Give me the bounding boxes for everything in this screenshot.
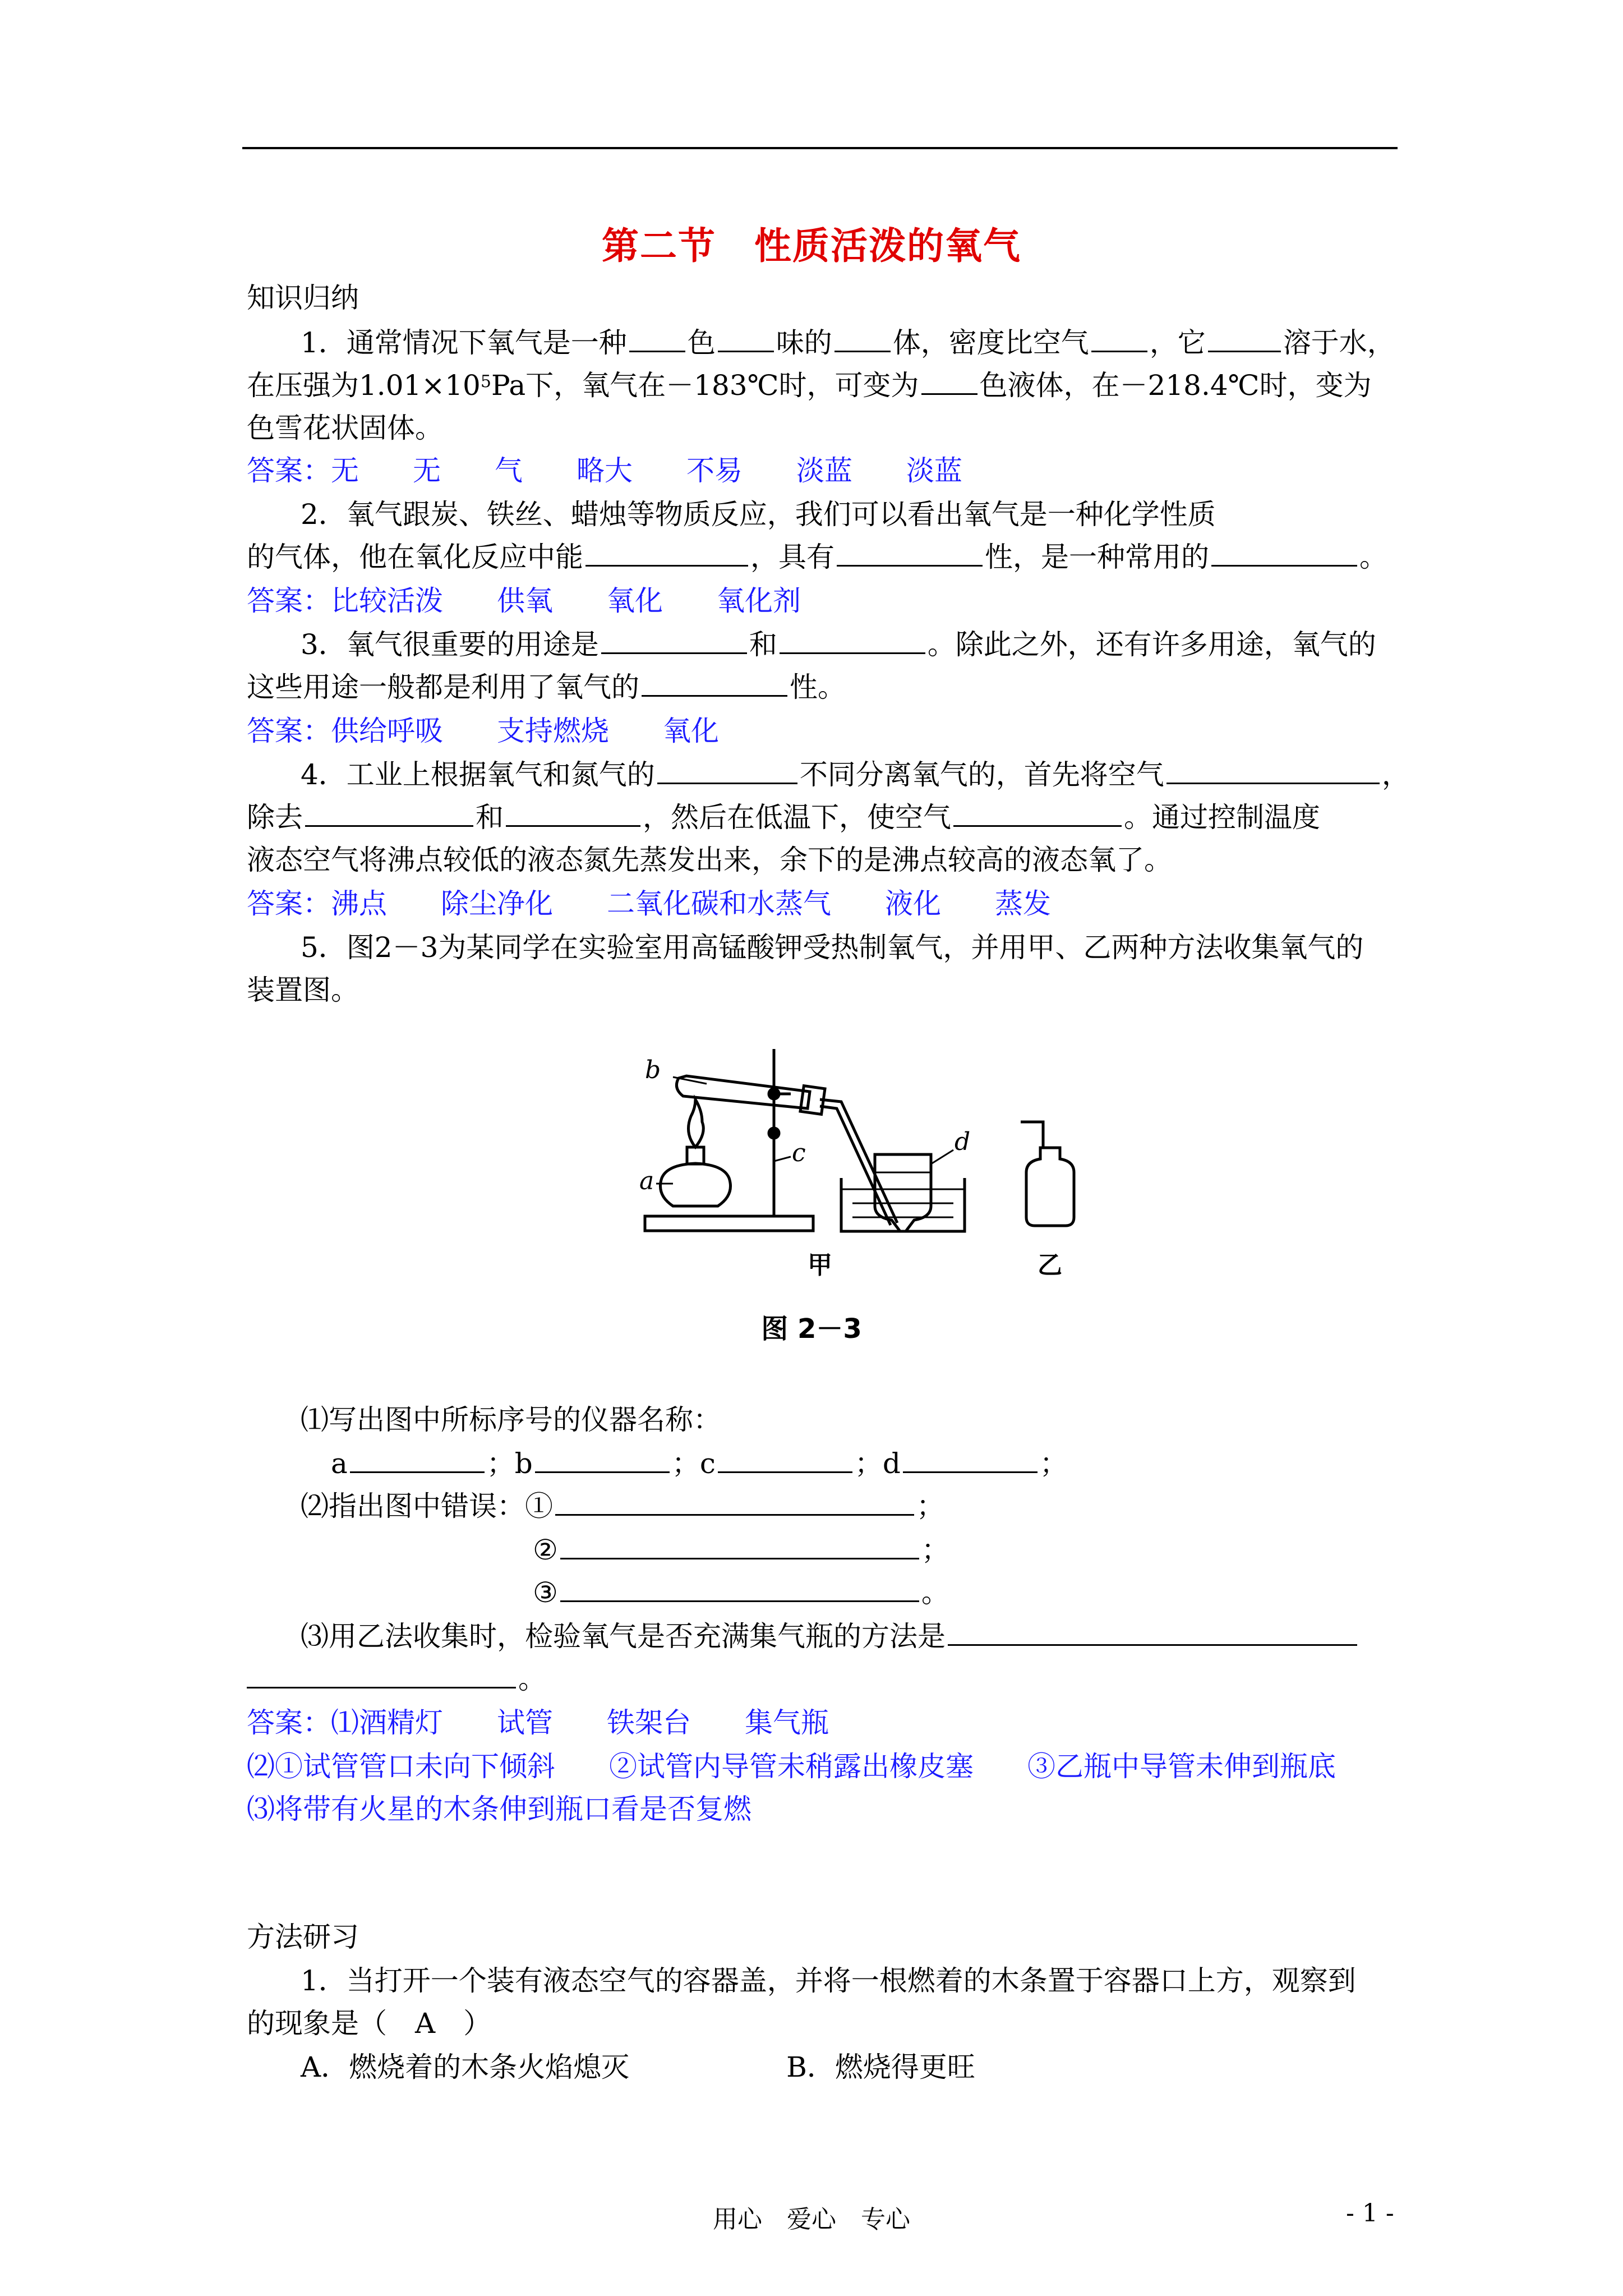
q2-line1: 2．氧气跟炭、铁丝、蜡烛等物质反应，我们可以看出氧气是一种化学性质 (301, 498, 1216, 531)
m1-line1: 1．当打开一个装有液态空气的容器盖，并将一根燃着的木条置于容器口上方，观察到 (301, 1964, 1356, 1997)
water-trough (841, 1178, 965, 1231)
q1-line2: 在压强为$1.01\times 10^5Pa$下，氧气在－183℃时，可变为 色液体，在－218.4℃时，变为 (247, 369, 1372, 402)
q5-answer-line2: ⑵①试管管口未向下倾斜 ②试管内导管未稍露出橡皮塞 ③乙瓶中导管未伸到瓶底 (247, 1750, 1336, 1783)
section-knowledge: 知识归纳 (247, 282, 359, 314)
page-number: - 1 - (1346, 2199, 1394, 2228)
q3-answer: 答案：供给呼吸 支持燃烧 氧化 (247, 715, 719, 747)
bottle-tube (1021, 1122, 1043, 1148)
label-b: b (645, 1056, 661, 1084)
q5-part2-line1: ⑵指出图中错误：① ； (301, 1490, 944, 1522)
q5-part1: ⑴写出图中所标序号的仪器名称： (301, 1404, 721, 1436)
q1-answer: 答案：无 无 气 略大 不易 淡蓝 淡蓝 (247, 454, 962, 487)
q4-line1: 4．工业上根据氧气和氮气的 不同分离氧气的，首先将空气 ， (301, 758, 1410, 791)
q4-line2: 除去 和 ，然后在低温下，使空气 。通过控制温度 (247, 801, 1320, 834)
label-d: d (955, 1128, 971, 1156)
iron-stand-base (645, 1216, 813, 1231)
flame (689, 1099, 704, 1147)
q5-part1-blanks: a ；b ；c ；d ； (331, 1447, 1068, 1480)
figure-caption: 图 2－3 (761, 1313, 862, 1345)
q4-line3: 液态空气将沸点较低的液态氮先蒸发出来，余下的是沸点较高的液态氧了。 (247, 844, 1172, 876)
section-method: 方法研习 (247, 1921, 359, 1953)
q2-answer: 答案：比较活泼 供氧 氧化 氧化剂 (247, 585, 801, 617)
option-b: B．燃烧得更旺 (786, 2051, 975, 2083)
delivery-tube (820, 1099, 897, 1223)
page-title: 第二节 性质活泼的氧气 (602, 224, 1021, 268)
q5-part2-line3: ③ 。 (533, 1576, 949, 1609)
q5-part3-line2: 。 (247, 1662, 1396, 1696)
label-a: a (639, 1167, 654, 1195)
alcohol-lamp (661, 1163, 731, 1206)
q3-line2: 这些用途一般都是利用了氧气的 性。 (247, 671, 846, 703)
q5-part2-line2: ② ； (533, 1534, 949, 1566)
label-jia: 甲 (808, 1251, 832, 1279)
footer-motto: 用心 爱心 专心 (713, 2205, 910, 2234)
q5-line2: 装置图。 (247, 974, 359, 1006)
label-c: c (792, 1139, 806, 1167)
q2-line2: 的气体，他在氧化反应中能 ，具有 性，是一种常用的 。 (247, 541, 1387, 573)
apparatus-figure (639, 1038, 1077, 1279)
lamp-neck (687, 1147, 704, 1164)
q5-line1: 5．图2－3为某同学在实验室用高锰酸钾受热制氧气，并用甲、乙两种方法收集氧气的 (301, 931, 1364, 964)
q1-line1: 1．通常情况下氧气是一种 色 味的 体，密度比空气 ，它 溶于水， (301, 326, 1395, 359)
q4-answer: 答案：沸点 除尘净化 二氧化碳和水蒸气 液化 蒸发 (247, 887, 1051, 920)
header-rule (242, 147, 1398, 149)
q1-line3: 色雪花状固体。 (247, 412, 443, 444)
clamp-knob (769, 1089, 779, 1099)
m1-line2: 的现象是（ A ） (247, 2007, 492, 2040)
q3-line1: 3．氧气很重要的用途是 和 。除此之外，还有许多用途，氧气的 (301, 628, 1376, 661)
label-yi: 乙 (1038, 1251, 1062, 1279)
gas-bottle-yi (1026, 1148, 1074, 1226)
q5-part3-line1: ⑶用乙法收集时，检验氧气是否充满集气瓶的方法是 (247, 1619, 1450, 1654)
q5-answer-line3: ⑶将带有火星的木条伸到瓶口看是否复燃 (247, 1793, 751, 1825)
q5-answer-line1: 答案：⑴酒精灯 试管 铁架台 集气瓶 (247, 1706, 829, 1739)
m1-options (247, 2050, 1450, 2085)
option-a: A．燃烧着的木条火焰熄灭 (301, 2051, 630, 2083)
